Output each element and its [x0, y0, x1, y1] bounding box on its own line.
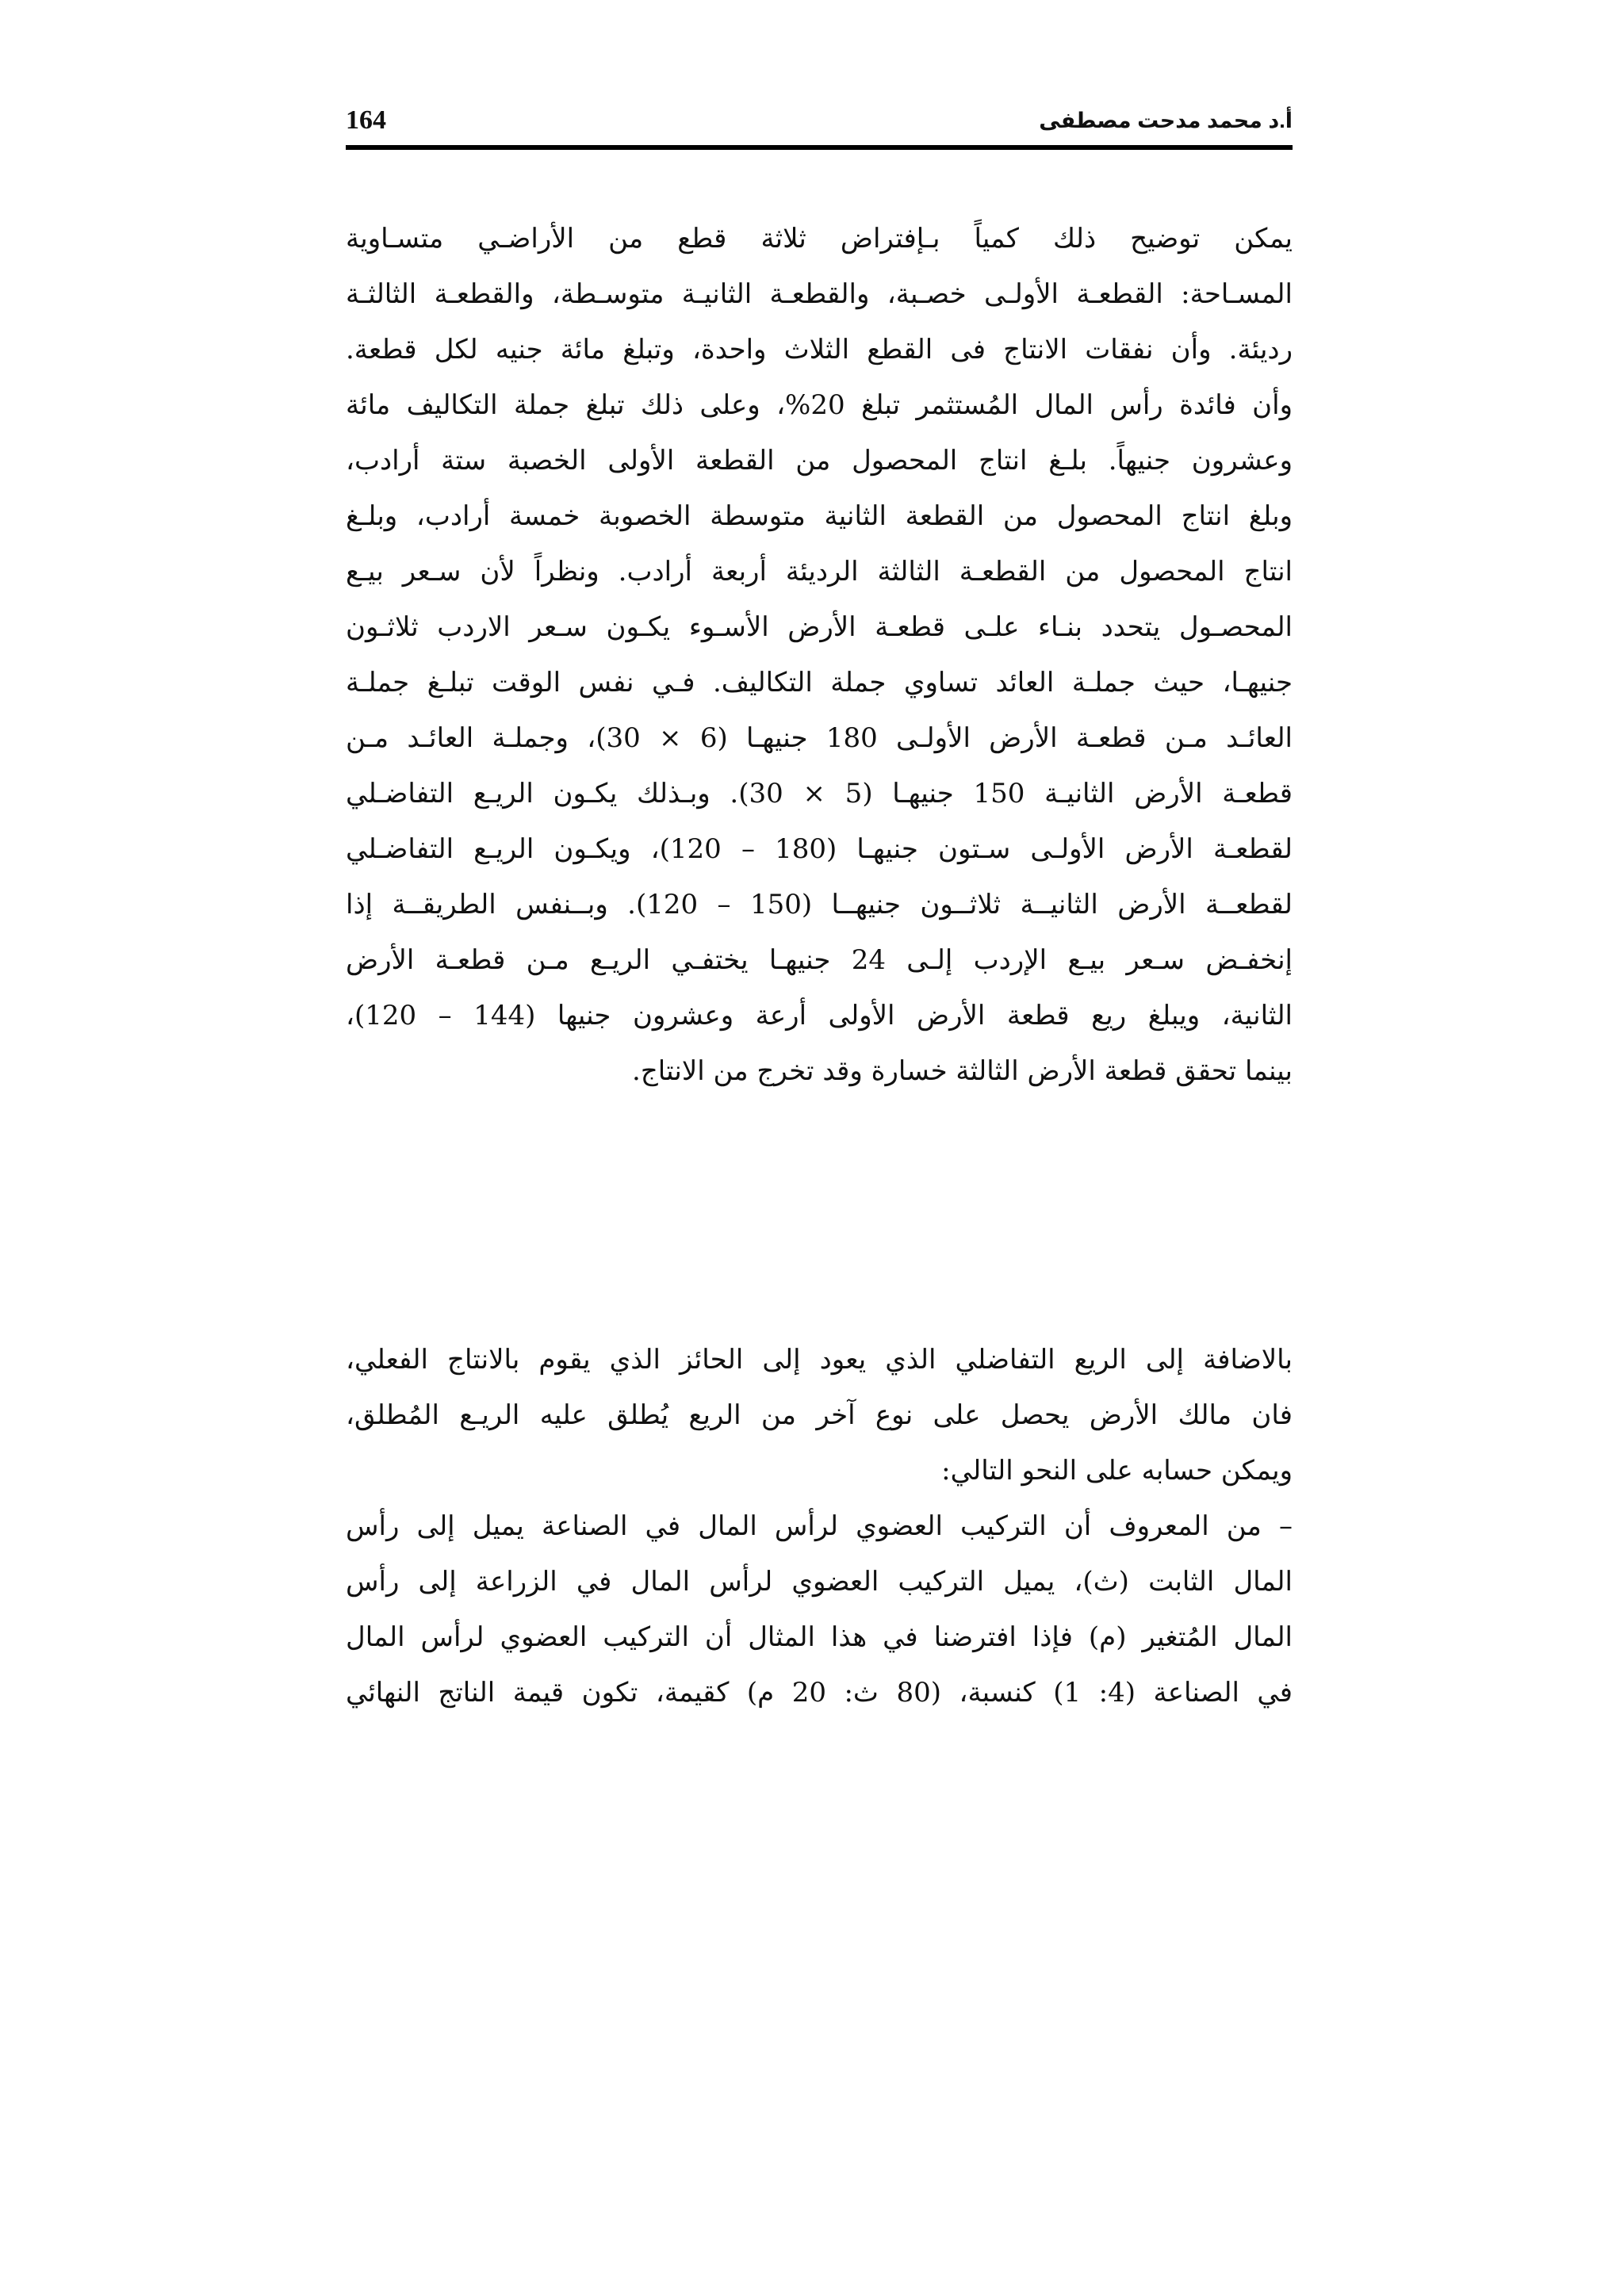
paragraph-line: بينما تحقق قطعة الأرض الثالثة خسارة وقد تخرج من الانتاج.	[632, 1055, 1293, 1087]
paragraph-line: إنخفـض سـعر بيـع الإردب إلـى 24 جنيهـا يختفـي الريـع مـن قطعـة الأرض	[346, 944, 1293, 976]
paragraph-line: انتاج المحصول من القطعـة الثالثة الرديئة أربعة أرادب. ونظراً لأن سـعر بيـع	[346, 556, 1293, 587]
paragraph-line: وعشرون جنيهاً. بلـغ انتاج المحصول من القطعة الأولى الخصبة ستة أرادب،	[346, 445, 1293, 476]
paragraph-line: لقطعـة الأرض الأولـى سـتون جنيهـا (180 – 120)، ويكـون الريـع التفاضـلي	[346, 833, 1293, 865]
running-head-author: أ.د محمد مدحت مصطفى	[1039, 109, 1293, 132]
paragraph-line: قطعـة الأرض الثانيـة 150 جنيهـا (5 × 30). وبـذلك يكـون الريـع التفاضـلي	[346, 778, 1293, 809]
page-number: 164	[346, 105, 386, 135]
paragraph-line: يمكن توضيح ذلك كمياً بـإفتراض ثلاثة قطع من الأراضـي متسـاوية	[346, 223, 1293, 254]
paragraph-line: العائـد مـن قطعـة الأرض الأولـى 180 جنيهـا (6 × 30)، وجملـة العائـد مـن	[346, 722, 1293, 754]
paragraph-line: وبلغ انتاج المحصول من القطعة الثانية متوسطة الخصوبة خمسة أرادب، وبلـغ	[346, 500, 1293, 532]
paragraph-absolute-rent	[346, 1332, 1293, 1720]
paragraph-line: المال الثابت (ث)، يميل التركيب العضوي لرأس المال في الزراعة إلى رأس	[346, 1566, 1293, 1598]
paragraph-line: رديئة. وأن نفقات الانتاج فى القطع الثلاث واحدة، وتبلغ مائة جنيه لكل قطعة.	[346, 334, 1293, 365]
paragraph-line: الثانية، ويبلغ ريع قطعة الأرض الأولى أرعة وعشرون جنيها (144 – 120)،	[346, 1000, 1293, 1031]
paragraph-line: المسـاحة: القطعـة الأولـى خصـبة، والقطعـة الثانيـة متوسـطة، والقطعـة الثالثـة	[346, 278, 1293, 310]
paragraph-line: جنيهـا، حيث جملـة العائد تساوي جملة التكاليف. فـي نفس الوقت تبلـغ جملـة	[346, 667, 1293, 698]
paragraph-line: وأن فائدة رأس المال المُستثمر تبلغ 20%، وعلى ذلك تبلغ جملة التكاليف مائة	[346, 389, 1293, 421]
paragraph-line: لقطعــة الأرض الثانيــة ثلاثــون جنيهــا (150 – 120). وبــنفس الطريقــة إذا	[346, 889, 1293, 920]
paragraph-line: بالاضافة إلى الريع التفاضلي الذي يعود إلى الحائز الذي يقوم بالانتاج الفعلي،	[346, 1344, 1293, 1376]
page-header	[346, 103, 1293, 151]
header-rule	[346, 145, 1293, 150]
paragraph-line: المحصـول يتحدد بنـاء علـى قطعـة الأرض الأسـوء يكـون سـعر الاردب ثلاثـون	[346, 611, 1293, 643]
paragraph-line: – من المعروف أن التركيب العضوي لرأس المال في الصناعة يميل إلى رأس	[346, 1510, 1293, 1542]
paragraph-line: في الصناعة (4: 1) كنسبة، (80 ث: 20 م) كقيمة، تكون قيمة الناتج النهائي	[346, 1677, 1293, 1709]
paragraph-line: ويمكن حسابه على النحو التالي:	[941, 1455, 1293, 1487]
paragraph-line: المال المُتغير (م) فإذا افترضنا في هذا المثال أن التركيب العضوي لرأس المال	[346, 1621, 1293, 1653]
paragraph-line: فان مالك الأرض يحصل على نوع آخر من الريع يُطلق عليه الريـع المُطلق،	[346, 1399, 1293, 1431]
paragraph-differential-rent	[346, 211, 1293, 1099]
